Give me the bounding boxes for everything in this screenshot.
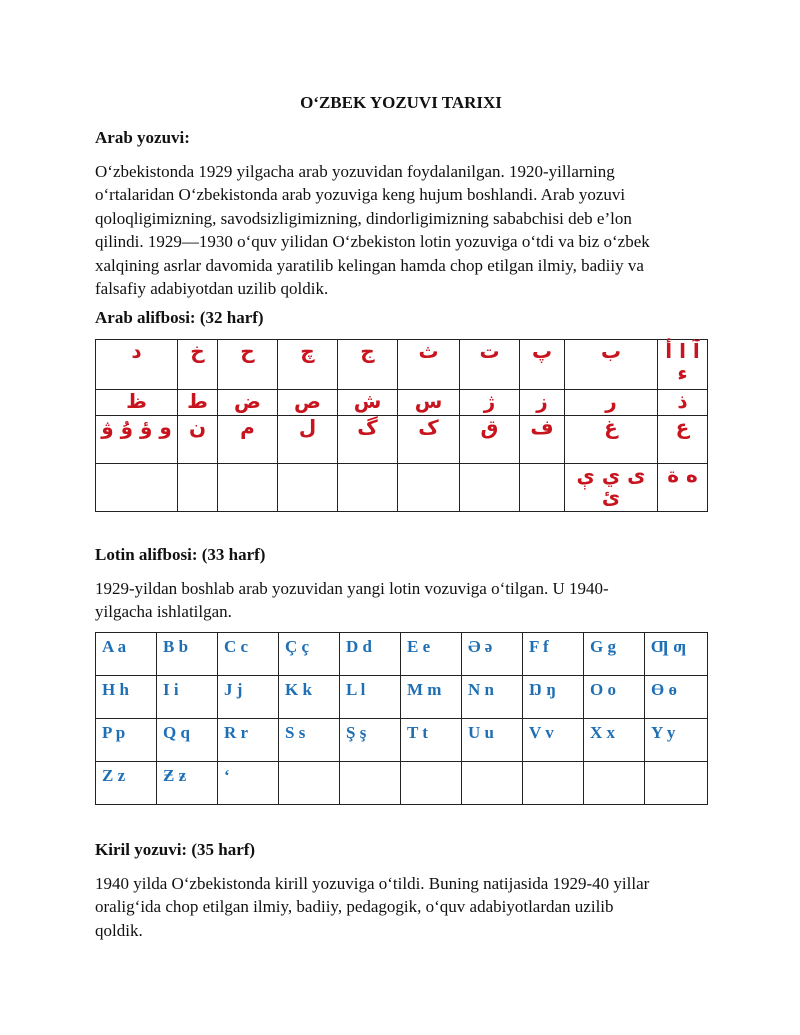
arab-cell: [338, 464, 398, 512]
lotin-alphabet-table: [95, 632, 708, 805]
arab-cell: [460, 464, 520, 512]
text-line: falsafiy adabiyotdan uzilib qoldik.: [95, 279, 329, 299]
lotin-cell: U u: [462, 719, 523, 762]
arab-cell: [398, 464, 460, 512]
arab-cell: ی ي ې ئ: [565, 464, 658, 512]
kiril-paragraph: [95, 872, 707, 942]
text-line: xalqining asrlar davomida yaratilib kelingan hamda chop etilgan ilmiy, badiiy va: [95, 255, 644, 275]
arab-cell: ع: [658, 416, 708, 464]
lotin-cell: [645, 762, 708, 805]
arab-cell: ض: [218, 390, 278, 416]
text-line: O‘zbekistonda 1929 yilgacha arab yozuvidan foydalanilgan. 1920-yillarning: [95, 162, 615, 181]
arab-cell: ط: [178, 390, 218, 416]
arab-cell: [520, 464, 565, 512]
arab-cell: پ: [520, 340, 565, 390]
text-line: yilgacha ishlatilgan.: [95, 602, 232, 622]
arab-cell: ظ: [96, 390, 178, 416]
lotin-cell: H h: [96, 676, 157, 719]
arab-cell: آ ا أ ء: [658, 340, 708, 390]
arab-cell: ب: [565, 340, 658, 390]
arab-cell: [218, 464, 278, 512]
lotin-cell: ‘: [218, 762, 279, 805]
text-line: oralig‘ida chop etilgan ilmiy, badiiy, pedagogik, o‘quv adabiyotlardan uzilib: [95, 897, 614, 917]
arab-cell: م: [218, 416, 278, 464]
lotin-cell: A a: [96, 633, 157, 676]
lotin-cell: [462, 762, 523, 805]
lotin-cell: N n: [462, 676, 523, 719]
lotin-heading: Lotin alifbosi: (33 harf): [95, 545, 266, 564]
lotin-cell: S s: [279, 719, 340, 762]
arab-cell: ز: [520, 390, 565, 416]
arab-cell: و ؤ ۇ ۋ: [96, 416, 178, 464]
arab-cell: ن: [178, 416, 218, 464]
lotin-cell: [401, 762, 462, 805]
page-title: O‘ZBEK YOZUVI TARIXI: [300, 93, 502, 112]
text-line: o‘rtalaridan O‘zbekistonda arab yozuviga keng hujum boshlandi. Arab yozuvi: [95, 185, 626, 205]
lotin-cell: D d: [340, 633, 401, 676]
lotin-cell: Ɵ ɵ: [645, 676, 708, 719]
arab-cell: ژ: [460, 390, 520, 416]
arab-cell: ص: [278, 390, 338, 416]
arab-cell: ش: [338, 390, 398, 416]
arab-cell: ل: [278, 416, 338, 464]
lotin-cell: L l: [340, 676, 401, 719]
arab-alphabet-heading: Arab alifbosi: (32 harf): [95, 308, 264, 327]
lotin-cell: [279, 762, 340, 805]
lotin-cell: V v: [523, 719, 584, 762]
lotin-cell: B b: [157, 633, 218, 676]
arab-cell: ق: [460, 416, 520, 464]
lotin-cell: Z z: [96, 762, 157, 805]
arab-cell: ک: [398, 416, 460, 464]
lotin-cell: [584, 762, 645, 805]
lotin-cell: Ç ç: [279, 633, 340, 676]
lotin-cell: X x: [584, 719, 645, 762]
arab-cell: [178, 464, 218, 512]
lotin-cell: Ə ə: [462, 633, 523, 676]
arab-cell: س: [398, 390, 460, 416]
lotin-cell: [523, 762, 584, 805]
text-line: qoloqligimizning, savodsizligimizning, dindorligimizning sababchisi deb e’lon: [95, 208, 632, 228]
lotin-cell: [340, 762, 401, 805]
arab-cell: ج: [338, 340, 398, 390]
lotin-cell: Ƣ ƣ: [645, 633, 708, 676]
arab-cell: ث: [398, 340, 460, 390]
lotin-cell: E e: [401, 633, 462, 676]
arab-cell: ه ة: [658, 464, 708, 512]
lotin-cell: C c: [218, 633, 279, 676]
arab-cell: ف: [520, 416, 565, 464]
lotin-paragraph: [95, 577, 707, 624]
lotin-cell: Q q: [157, 719, 218, 762]
lotin-cell: I i: [157, 676, 218, 719]
arab-cell: [278, 464, 338, 512]
lotin-cell: T t: [401, 719, 462, 762]
arab-cell: خ: [178, 340, 218, 390]
arab-cell: د: [96, 340, 178, 390]
arab-cell: گ: [338, 416, 398, 464]
lotin-cell: R r: [218, 719, 279, 762]
lotin-cell: K k: [279, 676, 340, 719]
arab-cell: ر: [565, 390, 658, 416]
arab-cell: غ: [565, 416, 658, 464]
arab-alphabet-table: [95, 339, 708, 512]
arab-heading: Arab yozuvi:: [95, 128, 190, 147]
kiril-heading: Kiril yozuvi: (35 harf): [95, 840, 256, 859]
arab-cell: چ: [278, 340, 338, 390]
lotin-cell: M m: [401, 676, 462, 719]
lotin-cell: O o: [584, 676, 645, 719]
lotin-cell: Y y: [645, 719, 708, 762]
arab-cell: ت: [460, 340, 520, 390]
lotin-cell: P p: [96, 719, 157, 762]
text-line: qoldik.: [95, 920, 143, 940]
arab-cell: [96, 464, 178, 512]
arab-cell: ح: [218, 340, 278, 390]
text-line: 1940 yilda O‘zbekistonda kirill yozuviga o‘tildi. Buning natijasida 1929-40 yillar: [95, 874, 650, 893]
text-line: 1929-yildan boshlab arab yozuvidan yangi lotin vozuviga o‘tilgan. U 1940-: [95, 579, 609, 598]
lotin-cell: Ŋ ŋ: [523, 676, 584, 719]
arab-cell: ذ: [658, 390, 708, 416]
lotin-cell: Ş ş: [340, 719, 401, 762]
arab-paragraph: [95, 160, 707, 300]
lotin-cell: G g: [584, 633, 645, 676]
lotin-cell: Ƶ ƶ: [157, 762, 218, 805]
lotin-cell: J j: [218, 676, 279, 719]
text-line: qilindi. 1929—1930 o‘quv yilidan O‘zbekiston lotin yozuviga o‘tdi va biz o‘zbek: [95, 232, 650, 252]
lotin-cell: F f: [523, 633, 584, 676]
